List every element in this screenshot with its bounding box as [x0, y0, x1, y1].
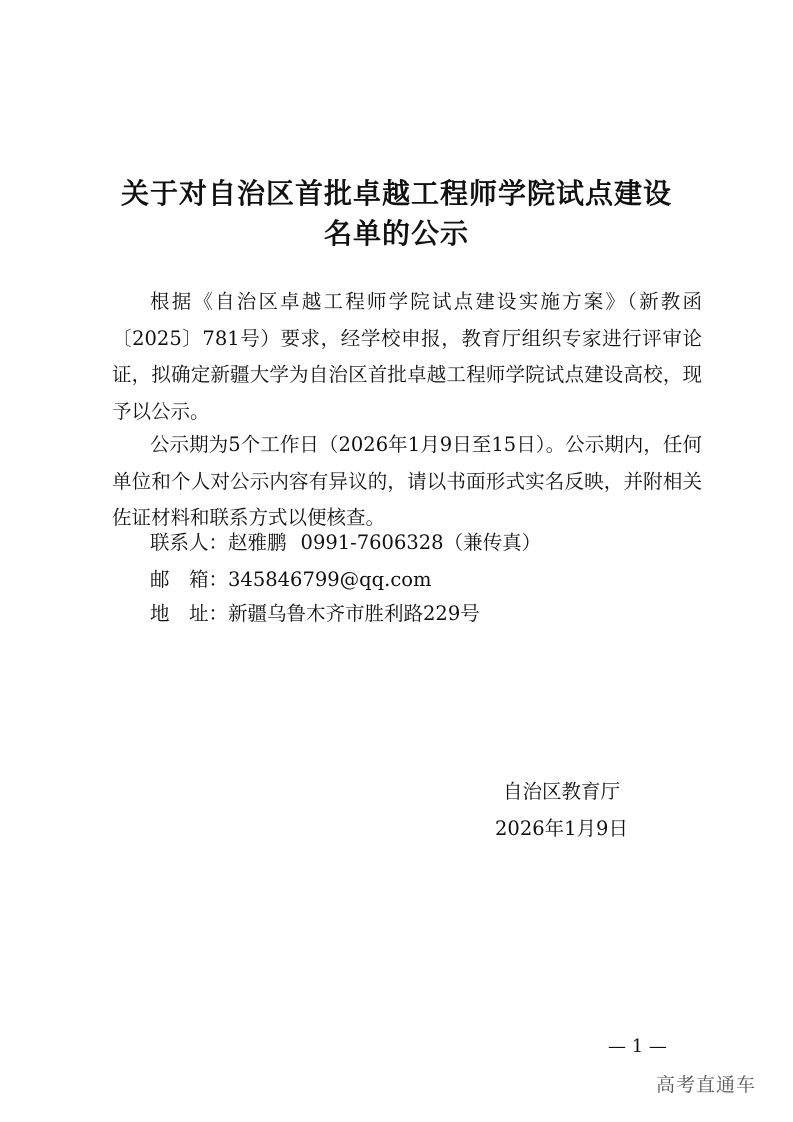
body-paragraph-1: 根据《自治区卓越工程师学院试点建设实施方案》（新教函〔2025〕781号）要求，经学校申报，教育厅组织专家进行评审论证，拟确定新疆大学为自治区首批卓越工程师学院试点建设高校，现予以公示。 — [112, 290, 702, 423]
body-paragraph-2: 公示期为5个工作日（2026年1月9日至15日）。公示期内，任何单位和个人对公示内容有异议的，请以书面形式实名反映，并附相关佐证材料和联系方式以便核查。 — [112, 433, 702, 529]
contact-name: 赵雅鹏 — [228, 531, 287, 554]
address-value: 新疆乌鲁木齐市胜利路229号 — [228, 602, 480, 625]
issue-date: 2026年1月9日 — [495, 817, 628, 840]
page-number: — 1 — — [608, 1036, 667, 1057]
contact-row — [150, 531, 541, 555]
contact-label: 联系人： — [150, 531, 229, 554]
issuer-name: 自治区教育厅 — [503, 780, 621, 803]
document-title-line1: 关于对自治区首批卓越工程师学院试点建设 — [120, 177, 672, 210]
contact-phone: 0991-7606328（兼传真） — [300, 531, 542, 554]
email-row — [150, 568, 432, 592]
address-label: 地 址： — [150, 602, 229, 625]
watermark-text: 高考直通车 — [656, 1074, 757, 1096]
document-title-line2: 名单的公示 — [323, 217, 469, 250]
address-row — [150, 602, 480, 626]
email-label: 邮 箱： — [150, 568, 229, 591]
email-value: 345846799@qq.com — [228, 568, 432, 591]
